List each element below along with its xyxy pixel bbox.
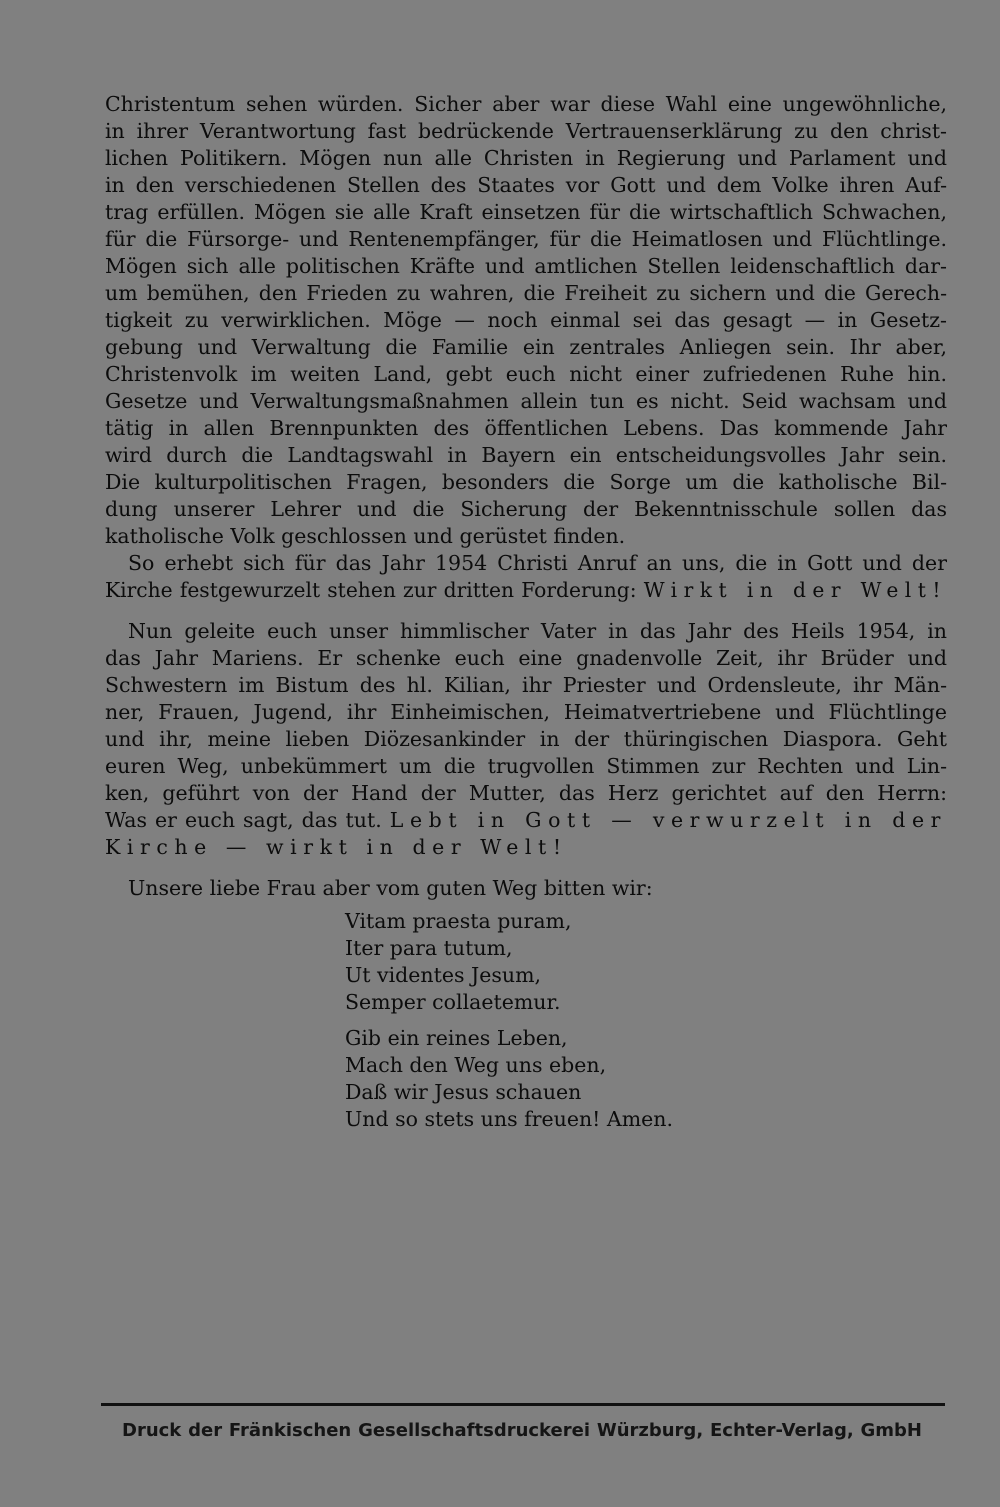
footer-divider [101, 1403, 945, 1406]
text-line: euren Weg, unbekümmert um die trugvollen Stimmen zur Rechten und Lin- [105, 754, 947, 778]
text-line: Unsere liebe Frau aber vom guten Weg bitten wir: [128, 876, 653, 900]
verse-line: Daß wir Jesus schauen [345, 1080, 582, 1104]
text-line: Gesetze und Verwaltungsmaßnahmen allein tun es nicht. Seid wachsam und [105, 389, 947, 413]
text-line: dung unserer Lehrer und die Sicherung der Bekenntnisschule sollen das [105, 497, 947, 521]
text-line: katholische Volk geschlossen und gerüstet finden. [105, 524, 626, 548]
text-line: tätig in allen Brennpunkten des öffentlichen Lebens. Das kommende Jahr [105, 416, 947, 440]
text-line: gebung und Verwaltung die Familie ein zentrales Anliegen sein. Ihr aber, [105, 335, 947, 359]
verse-line: Gib ein reines Leben, [345, 1026, 568, 1050]
verse-line: Mach den Weg uns eben, [345, 1053, 607, 1077]
emphasis-text: Wirkt in der Welt! [643, 578, 947, 602]
text-line: für die Fürsorge- und Rentenempfänger, für die Heimatlosen und Flüchtlinge. [105, 227, 947, 251]
verse-line: Semper collaetemur. [345, 990, 561, 1014]
verse-line: Vitam praesta puram, [345, 909, 572, 933]
text-line: lichen Politikern. Mögen nun alle Christen in Regierung und Parlament und [105, 146, 947, 170]
text-line: tigkeit zu verwirklichen. Möge — noch einmal sei das gesagt — in Gesetz- [105, 308, 947, 332]
text-line: ner, Frauen, Jugend, ihr Einheimischen, Heimatvertriebene und Flüchtlinge [105, 700, 947, 724]
text-line: So erhebt sich für das Jahr 1954 Christi Anruf an uns, die in Gott und der [128, 551, 947, 575]
text-line: Nun geleite euch unser himmlischer Vater in das Jahr des Heils 1954, in [128, 619, 947, 643]
text-line: um bemühen, den Frieden zu wahren, die Freiheit zu sichern und die Gerech- [105, 281, 947, 305]
text-line: das Jahr Mariens. Er schenke euch eine gnadenvolle Zeit, ihr Brüder und [105, 646, 947, 670]
text-line: Mögen sich alle politischen Kräfte und amtlichen Stellen leidenschaftlich dar- [105, 254, 947, 278]
text-line: Schwestern im Bistum des hl. Kilian, ihr Priester und Ordensleute, ihr Män- [105, 673, 947, 697]
text-line: und ihr, meine lieben Diözesankinder in der thüringischen Diaspora. Geht [105, 727, 947, 751]
emphasis-text: Lebt in Gott — verwurzelt in der [389, 808, 947, 832]
verse-line: Und so stets uns freuen! Amen. [345, 1107, 674, 1131]
text-line [105, 577, 947, 604]
text-line [105, 834, 947, 861]
text-span: Was er euch sagt, das tut. [105, 808, 382, 832]
text-line: wird durch die Landtagswahl in Bayern ein entscheidungsvolles Jahr sein. [105, 443, 947, 467]
text-line: Christentum sehen würden. Sicher aber war diese Wahl eine ungewöhnliche, [105, 92, 947, 116]
verse-line: Iter para tutum, [345, 936, 513, 960]
verse-line: Ut videntes Jesum, [345, 963, 542, 987]
text-line: in ihrer Verantwortung fast bedrückende Vertrauenserklärung zu den christ- [105, 119, 947, 143]
text-line [105, 807, 947, 834]
emphasis-text: Kirche — wirkt in der Welt! [105, 835, 568, 859]
printer-imprint: Druck der Fränkischen Gesellschaftsdruckerei Würzburg, Echter-Verlag, GmbH [122, 1420, 922, 1441]
text-line: in den verschiedenen Stellen des Staates vor Gott und dem Volke ihren Auf- [105, 173, 947, 197]
text-span: Kirche festgewurzelt stehen zur dritten Forderung: [105, 578, 637, 602]
text-line: ken, geführt von der Hand der Mutter, das Herz gerichtet auf den Herrn: [105, 781, 947, 805]
text-line: trag erfüllen. Mögen sie alle Kraft einsetzen für die wirtschaftlich Schwachen, [105, 200, 947, 224]
text-line: Christenvolk im weiten Land, gebt euch nicht einer zufriedenen Ruhe hin. [105, 362, 947, 386]
text-line: Die kulturpolitischen Fragen, besonders die Sorge um die katholische Bil- [105, 470, 947, 494]
